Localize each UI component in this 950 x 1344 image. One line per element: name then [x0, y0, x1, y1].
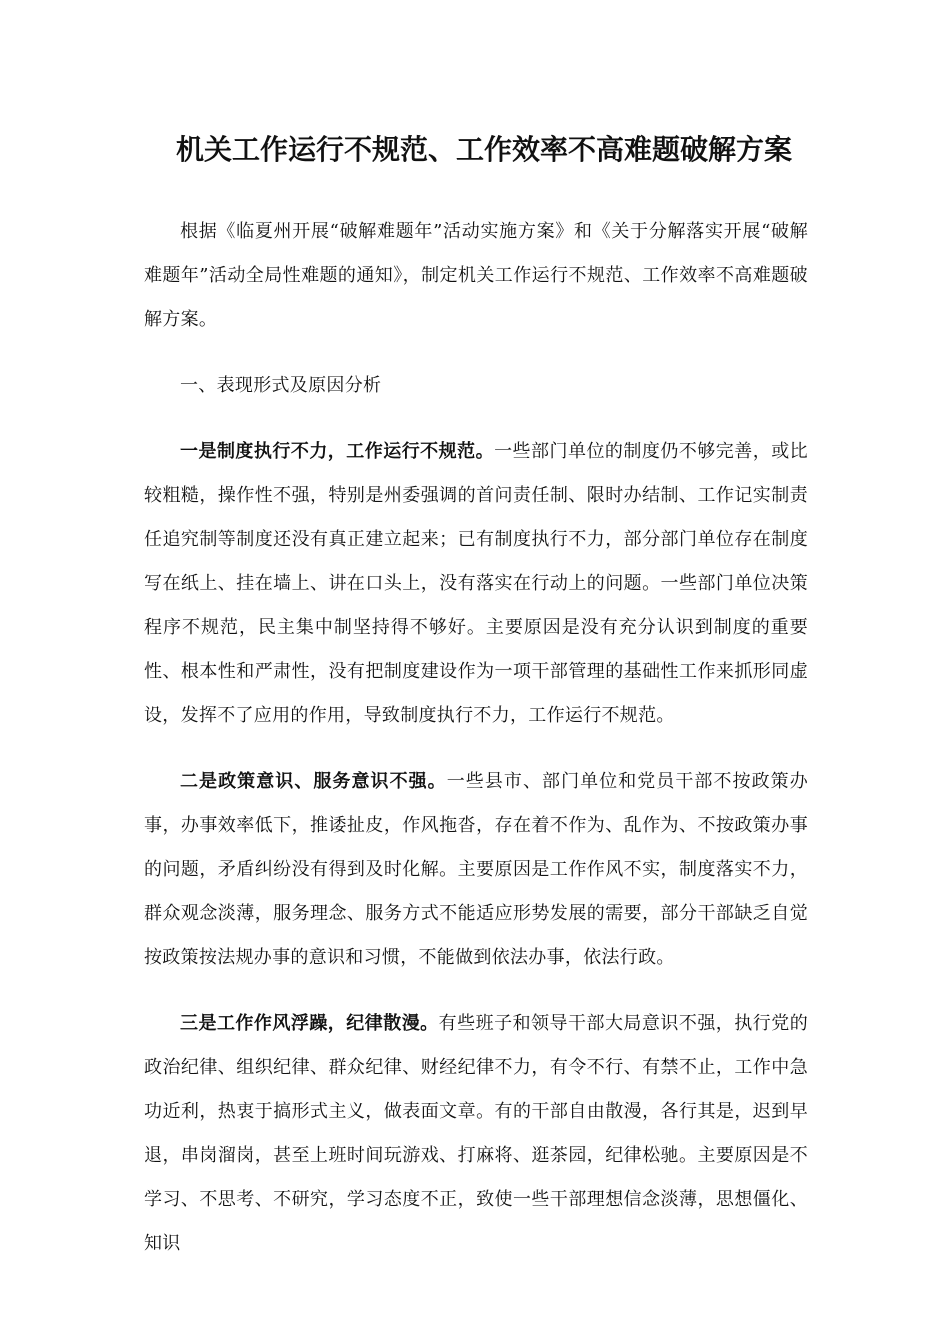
analysis-item-3 [144, 1002, 808, 1266]
analysis-item-3-lead: 三是工作作风浮躁，纪律散漫。 [180, 1013, 439, 1034]
analysis-item-3-text: 有些班子和领导干部大局意识不强，执行党的政治纪律、组织纪律、群众纪律、财经纪律不力，有令不行、有禁不止，工作中急功近利，热衷于搞形式主义，做表面文章。有的干部自由散漫，各行其是，迟到早退，串岗溜岗，甚至上班时间玩游戏、打麻将、逛茶园，纪律松驰。主要原因是不学习、不思考、不研究，学习态度不正，致使一些干部理想信念淡薄，思想僵化、知识 [144, 1013, 809, 1254]
analysis-item-2-text: 一些县市、部门单位和党员干部不按政策办事，办事效率低下，推诿扯皮，作风拖沓，存在着不作为、乱作为、不按政策办事的问题，矛盾纠纷没有得到及时化解。主要原因是工作作风不实，制度落实不力，群众观念淡薄，服务理念、服务方式不能适应形势发展的需要，部分干部缺乏自觉按政策按法规办事的意识和习惯，不能做到依法办事，依法行政。 [144, 771, 809, 968]
analysis-item-1-lead: 一是制度执行不力，工作运行不规范。 [180, 441, 495, 462]
document-title: 机关工作运行不规范、工作效率不高难题破解方案 [176, 133, 793, 166]
intro-paragraph: 根据《临夏州开展“破解难题年”活动实施方案》和《关于分解落实开展“破解难题年”活动全局性难题的通知》，制定机关工作运行不规范、工作效率不高难题破解方案。 [144, 221, 808, 330]
analysis-item-1-text: 一些部门单位的制度仍不够完善，或比较粗糙，操作性不强，特别是州委强调的首问责任制、限时办结制、工作记实制责任追究制等制度还没有真正建立起来；已有制度执行不力，部分部门单位存在制度写在纸上、挂在墙上、讲在口头上，没有落实在行动上的问题。一些部门单位决策程序不规范，民主集中制坚持得不够好。主要原因是没有充分认识到制度的重要性、根本性和严肃性，没有把制度建设作为一项干部管理的基础性工作来抓形同虚设，发挥不了应用的作用，导致制度执行不力，工作运行不规范。 [144, 441, 808, 726]
document-body [144, 210, 808, 1266]
analysis-item-1 [144, 430, 808, 738]
analysis-item-2-lead: 二是政策意识、服务意识不强。 [180, 771, 447, 792]
analysis-item-2 [144, 760, 808, 980]
section-heading: 一、表现形式及原因分析 [180, 375, 382, 396]
